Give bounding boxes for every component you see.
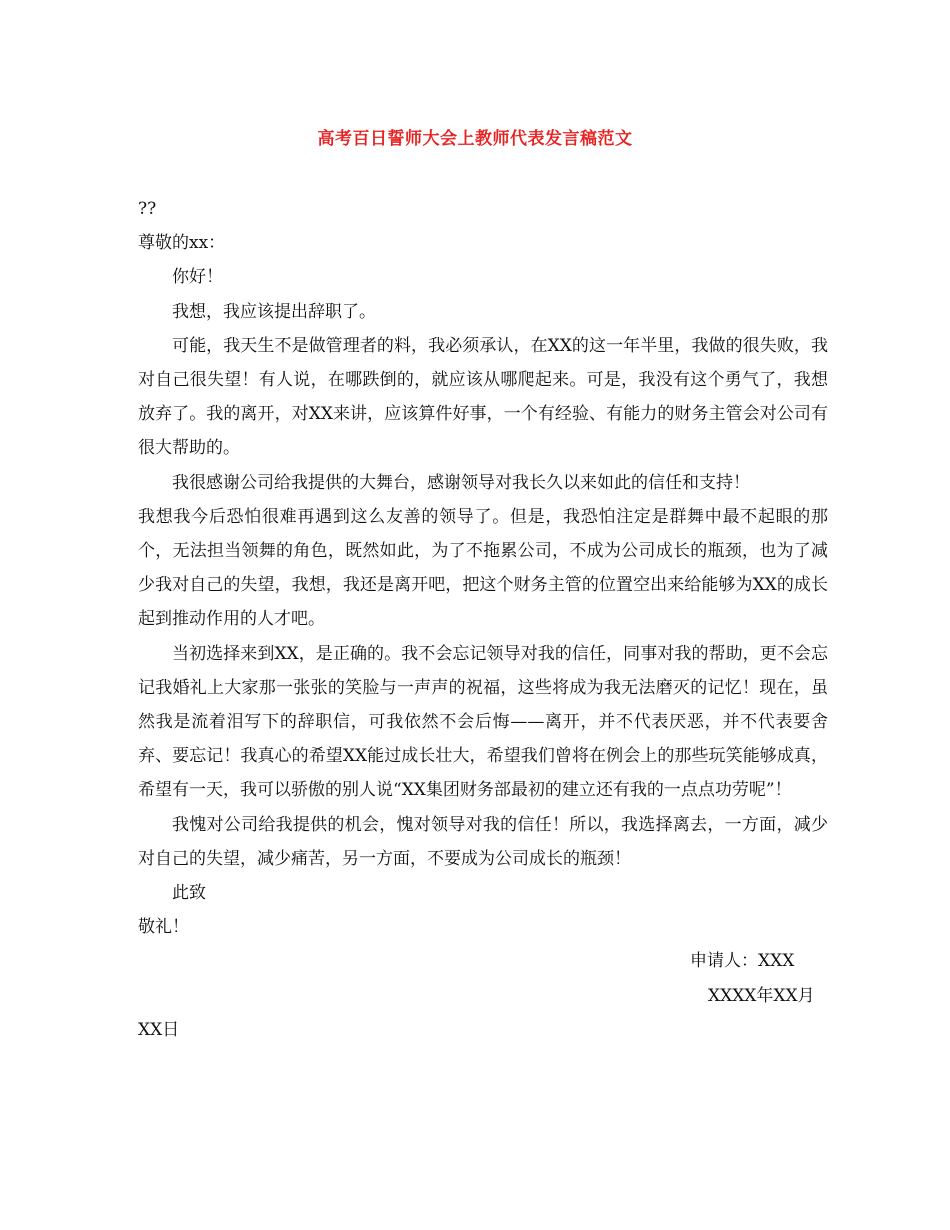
date-day: XX日	[138, 1019, 180, 1040]
marker-text: ??	[138, 199, 157, 219]
date-line: XXXX年XX月	[708, 985, 815, 1006]
paragraph-1: 我想，我应该提出辞职了。	[172, 301, 376, 322]
signature: 申请人：XXX	[690, 951, 795, 972]
paragraph-4: 我想我今后恐怕很难再遇到这么友善的领导了。但是，我恐怕注定是群舞中最不起眼的那个，无法担当领舞的角色，既然如此，为了不拖累公司，不成为公司成长的瓶颈，也为了减少我对自己的失望，我想，我还是离开吧，把这个财务主管的位置空出来给能够为XX的成长起到推动作用的人才吧。	[138, 506, 828, 630]
closing: 此致	[172, 883, 206, 904]
salutation: 尊敬的xx：	[138, 233, 226, 254]
greeting: 你好！	[172, 267, 223, 288]
letter-body	[138, 192, 828, 1047]
paragraph-6: 我愧对公司给我提供的机会，愧对领导对我的信任！所以，我选择离去，一方面，减少对自己的失望，减少痛苦，另一方面，不要成为公司成长的瓶颈！	[138, 814, 828, 869]
paragraph-3: 我很感谢公司给我提供的大舞台，感谢领导对我长久以来如此的信任和支持！	[172, 472, 750, 493]
paragraph-5: 当初选择来到XX，是正确的。我不会忘记领导对我的信任，同事对我的帮助，更不会忘记我婚礼上大家那一张张的笑脸与一声声的祝福，这些将成为我无法磨灭的记忆！现在，虽然我是流着泪写下的辞职信，可我依然不会后悔——离开，并不代表厌恶，并不代表要舍弃、要忘记！我真心的希望XX能过成长壮大，希望我们曾将在例会上的那些玩笑能够成真，希望有一天，我可以骄傲的别人说“XX集团财务部最初的建立还有我的一点点功劳呢”！	[138, 643, 828, 801]
paragraph-2: 可能，我天生不是做管理者的料，我必须承认，在XX的这一年半里，我做的很失败，我对自己很失望！有人说，在哪跌倒的，就应该从哪爬起来。可是，我没有这个勇气了，我想放弃了。我的离开，对XX来讲，应该算件好事，一个有经验、有能力的财务主管会对公司有很大帮助的。	[138, 335, 828, 459]
regards: 敬礼！	[138, 917, 189, 938]
document-title: 高考百日誓师大会上教师代表发言稿范文	[317, 129, 633, 149]
